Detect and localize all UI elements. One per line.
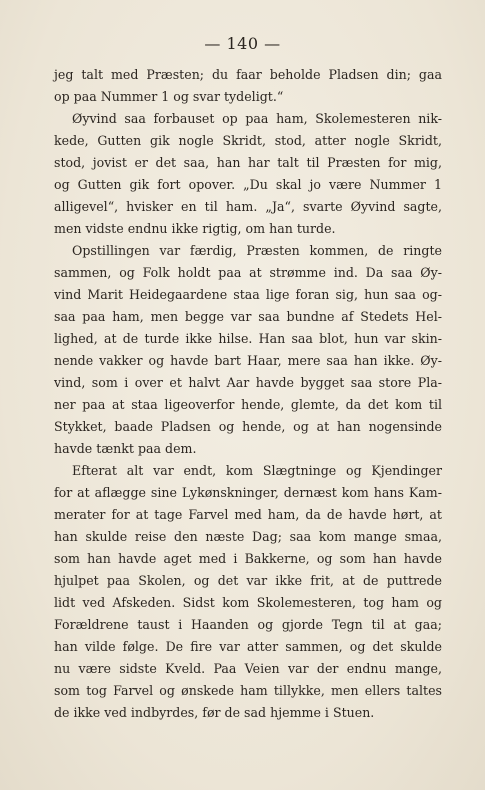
text-line: sammen, og Folk holdt paa at strømme ind. Da saa Øy- (54, 265, 442, 280)
page-number: — 140 — (204, 34, 281, 53)
text-line: lidt ved Afskeden. Sidst kom Skolemesteren, tog ham og (54, 595, 442, 610)
text-line: alligevel“, hvisker en til ham. „Ja“, svarte Øyvind sagte, (54, 199, 442, 214)
text-line: han skulde reise den næste Dag; saa kom mange smaa, (54, 529, 442, 544)
text-line: Efterat alt var endt, kom Slægtninge og Kjendinger (72, 463, 442, 478)
text-line: stod, jovist er det saa, han har talt til Præsten for mig, (54, 155, 442, 170)
text-line: vind, som i over et halvt Aar havde bygget saa store Pla- (54, 375, 442, 390)
text-line: som han havde aget med i Bakkerne, og som han havde (54, 551, 442, 566)
text-line: de ikke ved indbyrdes, før de sad hjemme i Stuen. (54, 705, 375, 720)
text-line: og Gutten gik fort opover. „Du skal jo være Nummer 1 (54, 177, 442, 192)
text-line: op paa Nummer 1 og svar tydeligt.“ (54, 89, 284, 104)
text-line: Stykket, baade Pladsen og hende, og at han nogensinde (54, 419, 442, 434)
text-line: men vidste endnu ikke rigtig, om han turde. (54, 221, 336, 236)
text-line: Opstillingen var færdig, Præsten kommen, de ringte (72, 243, 442, 258)
text-line: Øyvind saa forbauset op paa ham, Skolemesteren nik- (72, 111, 442, 126)
text-line: saa paa ham, men begge var saa bundne af Stedets Hel- (54, 309, 442, 324)
text-line: vind Marit Heidegaardene staa lige foran sig, hun saa og- (54, 287, 442, 302)
text-line: kede, Gutten gik nogle Skridt, stod, atter nogle Skridt, (54, 133, 442, 148)
text-line: han vilde følge. De fire var atter sammen, og det skulde (54, 639, 442, 654)
text-line: merater for at tage Farvel med ham, da de havde hørt, at (54, 507, 442, 522)
text-line: som tog Farvel og ønskede ham tillykke, men ellers taltes (54, 683, 442, 698)
text-line: nende vakker og havde bart Haar, mere saa han ikke. Øy- (54, 353, 442, 368)
text-line: Forældrene taust i Haanden og gjorde Tegn til at gaa; (54, 617, 442, 632)
text-line: for at aflægge sine Lykønskninger, dernæst kom hans Kam- (54, 485, 442, 500)
text-line: jeg talt med Præsten; du faar beholde Pladsen din; gaa (54, 67, 442, 82)
text-line: havde tænkt paa dem. (54, 441, 197, 456)
text-line: lighed, at de turde ikke hilse. Han saa blot, hun var skin- (54, 331, 442, 346)
body-text (54, 64, 442, 724)
text-line: hjulpet paa Skolen, og det var ikke frit, at de puttrede (54, 573, 442, 588)
text-line: ner paa at staa ligeoverfor hende, glemte, da det kom til (54, 397, 442, 412)
text-line: nu være sidste Kveld. Paa Veien var der endnu mange, (54, 661, 442, 676)
